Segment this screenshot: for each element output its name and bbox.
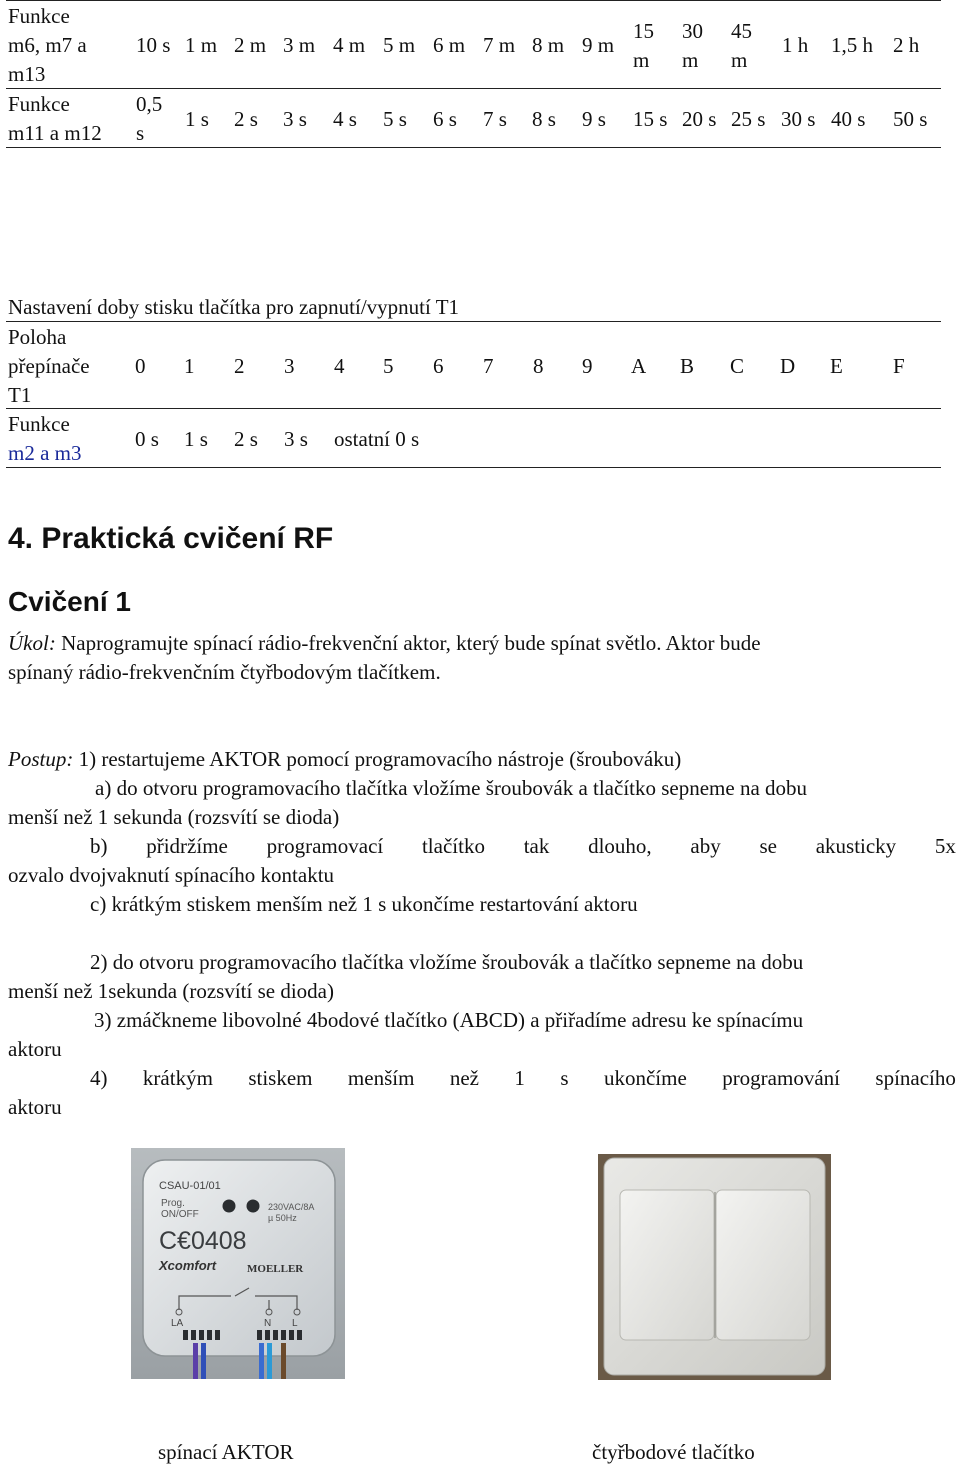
step1b-word: aby bbox=[690, 834, 721, 858]
table1-cell: 9 s bbox=[582, 107, 606, 131]
device-rating-2: µ 50Hz bbox=[268, 1213, 297, 1223]
t2-row1-label-line2: přepínače bbox=[8, 354, 90, 378]
table1-cell: 10 s bbox=[136, 33, 171, 57]
switch-position: 2 bbox=[234, 354, 245, 378]
table2-caption: Nastavení doby stisku tlačítka pro zapnutí/vypnutí T1 bbox=[8, 295, 460, 319]
terminal-n: N bbox=[264, 1318, 272, 1329]
table1-cell-top: 45 bbox=[731, 19, 752, 43]
ce-mark: C€0408 bbox=[159, 1227, 247, 1255]
switch-position: 7 bbox=[483, 354, 494, 378]
table1-cell: 40 s bbox=[831, 107, 866, 131]
switch-position: 8 bbox=[533, 354, 544, 378]
table1-cell: 1 h bbox=[782, 33, 809, 57]
switch-position: F bbox=[893, 354, 905, 378]
table1-cell: 15 s bbox=[633, 107, 668, 131]
table1-cell: 4 m bbox=[333, 33, 366, 57]
table1-cell: 3 s bbox=[283, 107, 307, 131]
step4-word: 4) bbox=[90, 1066, 108, 1090]
step4-line2: aktoru bbox=[8, 1095, 62, 1119]
switch-position: D bbox=[780, 354, 796, 378]
step4-word: než bbox=[449, 1066, 479, 1090]
table1-cell: 1,5 h bbox=[831, 33, 873, 57]
switch-position: 1 bbox=[184, 354, 195, 378]
switch-position: A bbox=[631, 354, 647, 378]
step1b-word: přidržíme bbox=[146, 834, 228, 858]
table1-cell: 3 m bbox=[283, 33, 316, 57]
step1b-word: 5x bbox=[934, 834, 956, 858]
table1-cell: 5 s bbox=[383, 107, 407, 131]
task-label: Úkol: bbox=[8, 631, 56, 655]
four-point-switch-drawing bbox=[598, 1154, 831, 1380]
switch-position: 4 bbox=[334, 354, 345, 378]
terminal-la: LA bbox=[171, 1318, 184, 1329]
table2-bottom-rule bbox=[6, 467, 941, 468]
switch-position: C bbox=[730, 354, 745, 378]
row1-label-line2: m6, m7 a bbox=[8, 33, 87, 57]
task-text-1: Naprogramujte spínací rádio-frekvenční aktor, který bude spínat světlo. Aktor bude bbox=[61, 631, 761, 655]
step2-line2: menší než 1sekunda (rozsvítí se dioda) bbox=[8, 979, 334, 1003]
switch-position: 6 bbox=[433, 354, 444, 378]
step4-word: spínacího bbox=[875, 1066, 956, 1090]
table1-cell: 7 s bbox=[483, 107, 507, 131]
procedure-line1 bbox=[8, 745, 681, 774]
switch-position: E bbox=[830, 354, 843, 378]
step1b-word: akusticky bbox=[815, 834, 897, 858]
step4-word: ukončíme bbox=[603, 1066, 687, 1090]
table1-bottom-rule bbox=[6, 147, 941, 148]
device-onoff-label: ON/OFF bbox=[161, 1209, 199, 1220]
step1a-line1: a) do otvoru programovacího tlačítka vložíme šroubovák a tlačítko sepneme na dobu bbox=[95, 776, 808, 800]
step1c: c) krátkým stiskem menším než 1 s ukončíme restartování aktoru bbox=[90, 892, 638, 916]
section-heading: 4. Praktická cvičení RF bbox=[8, 522, 334, 555]
step4-line1 bbox=[90, 1064, 956, 1093]
press-duration: 1 s bbox=[184, 427, 208, 451]
table1-cell-top: 30 bbox=[682, 19, 703, 43]
t2-row1-label-line1: Poloha bbox=[8, 325, 67, 349]
step1-text: 1) restartujeme AKTOR pomocí programovacího nástroje (šroubováku) bbox=[78, 747, 682, 771]
step1b-word: se bbox=[759, 834, 777, 858]
t2-row2-label-line2: m2 a m3 bbox=[8, 441, 82, 465]
table1-cell-top: 0,5 bbox=[136, 92, 163, 116]
table1-cell: 1 m bbox=[185, 33, 218, 57]
press-duration: 0 s bbox=[135, 427, 159, 451]
step1b-word: dlouho, bbox=[588, 834, 652, 858]
actor-device-drawing bbox=[131, 1148, 345, 1379]
step4-word: 1 bbox=[514, 1066, 525, 1090]
step4-word: programování bbox=[722, 1066, 840, 1090]
switch-caption: čtyřbodové tlačítko bbox=[592, 1440, 755, 1464]
actor-caption: spínací AKTOR bbox=[158, 1440, 294, 1464]
table1-cell: 2 m bbox=[234, 33, 267, 57]
table1-cell-bottom: s bbox=[136, 121, 145, 145]
table2-mid-rule bbox=[6, 408, 941, 409]
actor-photo bbox=[131, 1148, 345, 1379]
table1-mid-rule bbox=[6, 88, 941, 89]
table1-cell: 9 m bbox=[582, 33, 615, 57]
step3-line1: 3) zmáčkneme libovolné 4bodové tlačítko (ABCD) a přiřadíme adresu ke spínacímu bbox=[94, 1008, 804, 1032]
t2-row1-label-line3: T1 bbox=[8, 383, 32, 407]
step1b-word: tak bbox=[523, 834, 550, 858]
step4-word: stiskem bbox=[248, 1066, 313, 1090]
device-prog-label: Prog. bbox=[161, 1198, 185, 1209]
step4-word: krátkým bbox=[142, 1066, 213, 1090]
switch-position: 9 bbox=[582, 354, 593, 378]
table1-cell: 5 m bbox=[383, 33, 416, 57]
device-rating-1: 230VAC/8A bbox=[268, 1202, 315, 1212]
table1-cell: 8 m bbox=[532, 33, 565, 57]
table1-cell: 1 s bbox=[185, 107, 209, 131]
table1-cell: 2 s bbox=[234, 107, 258, 131]
step4-word: s bbox=[560, 1066, 569, 1090]
table1-cell: 8 s bbox=[532, 107, 556, 131]
table1-cell-bottom: m bbox=[682, 48, 699, 72]
brand-xcomfort: Xcomfort bbox=[159, 1258, 217, 1273]
press-duration: 3 s bbox=[284, 427, 308, 451]
table2-top-rule bbox=[6, 321, 941, 322]
step1b-word: programovací bbox=[266, 834, 384, 858]
table1-cell: 20 s bbox=[682, 107, 717, 131]
press-duration: 2 s bbox=[234, 427, 258, 451]
t2-row2-label-line1: Funkce bbox=[8, 412, 70, 436]
device-model: CSAU-01/01 bbox=[159, 1180, 221, 1192]
switch-position: 3 bbox=[284, 354, 295, 378]
exercise-heading: Cvičení 1 bbox=[8, 586, 131, 617]
task-line1 bbox=[8, 629, 956, 658]
table1-cell: 6 m bbox=[433, 33, 466, 57]
row2-label-line1: Funkce bbox=[8, 92, 70, 116]
switch-position: B bbox=[680, 354, 695, 378]
table1-cell-top: 15 bbox=[633, 19, 654, 43]
row2-label-line2: m11 a m12 bbox=[8, 121, 102, 145]
switch-photo bbox=[598, 1154, 831, 1380]
table1-cell: 30 s bbox=[781, 107, 816, 131]
switch-position: 5 bbox=[383, 354, 394, 378]
step3-line2: aktoru bbox=[8, 1037, 62, 1061]
table1-cell: 7 m bbox=[483, 33, 516, 57]
table1-cell-bottom: m bbox=[633, 48, 650, 72]
table1-cell: 2 h bbox=[893, 33, 920, 57]
step1a-line2: menší než 1 sekunda (rozsvítí se dioda) bbox=[8, 805, 340, 829]
row1-label-line1: Funkce bbox=[8, 4, 70, 28]
step4-word: menším bbox=[347, 1066, 415, 1090]
table1-cell: 25 s bbox=[731, 107, 766, 131]
table1-cell-bottom: m bbox=[731, 48, 748, 72]
task-line2: spínaný rádio-frekvenčním čtyřbodovým tlačítkem. bbox=[8, 660, 441, 684]
step1b-line2: ozvalo dvojvaknutí spínacího kontaktu bbox=[8, 863, 335, 887]
step2-line1: 2) do otvoru programovacího tlačítka vložíme šroubovák a tlačítko sepneme na dobu bbox=[90, 950, 804, 974]
table1-cell: 50 s bbox=[893, 107, 928, 131]
step1b-line1 bbox=[90, 832, 956, 861]
step1b-word: tlačítko bbox=[421, 834, 485, 858]
table1-top-rule bbox=[6, 0, 941, 1]
table1-cell: 4 s bbox=[333, 107, 357, 131]
switch-position: 0 bbox=[135, 354, 146, 378]
press-duration: ostatní 0 s bbox=[334, 427, 420, 451]
procedure-label: Postup: bbox=[8, 747, 74, 771]
row1-label-line3: m13 bbox=[8, 62, 46, 86]
step1b-word: b) bbox=[90, 834, 108, 858]
brand-moeller: MOELLER bbox=[247, 1263, 304, 1275]
table1-cell: 6 s bbox=[433, 107, 457, 131]
terminal-l: L bbox=[292, 1318, 298, 1329]
